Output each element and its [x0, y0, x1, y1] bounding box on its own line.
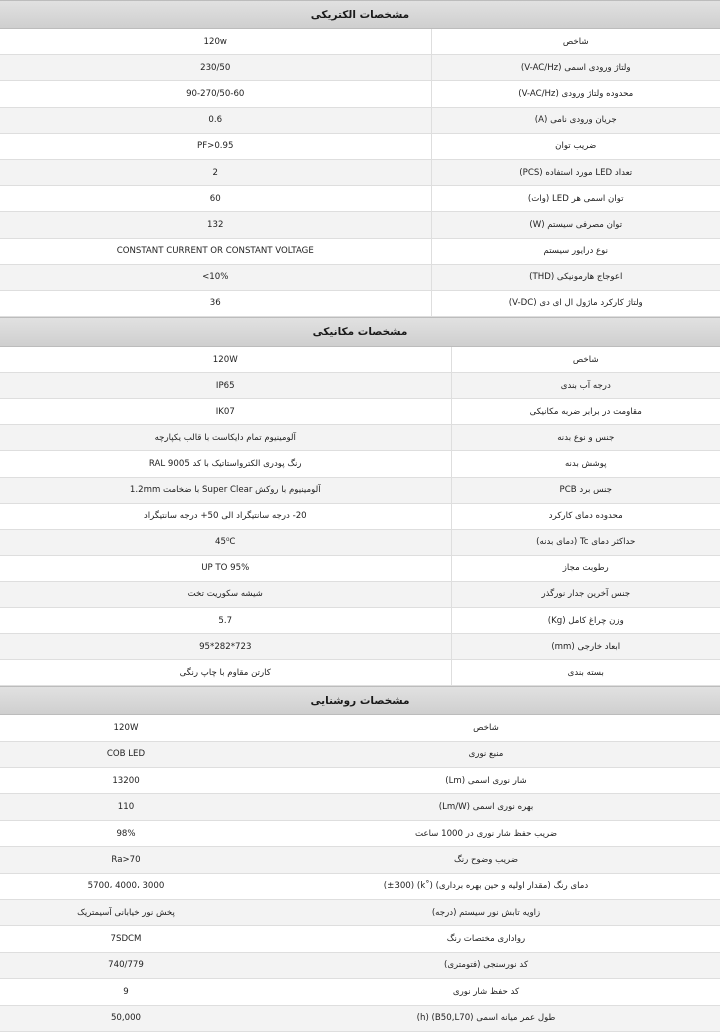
- spec-label: منبع نوری: [252, 741, 720, 767]
- spec-label: درجه آب بندی: [451, 373, 720, 399]
- spec-value: PF>0.95: [0, 133, 431, 159]
- spec-value: IP65: [0, 373, 451, 399]
- spec-row: [0, 979, 720, 1005]
- spec-row: [0, 107, 720, 133]
- spec-row: [0, 29, 720, 55]
- spec-value: 13200: [0, 768, 252, 794]
- spec-label: توان مصرفی سیستم (W): [431, 212, 720, 238]
- spec-row: [0, 133, 720, 159]
- spec-row: [0, 425, 720, 451]
- spec-value: Ra>70: [0, 847, 252, 873]
- spec-label: ضریب وضوح رنگ: [252, 847, 720, 873]
- spec-label: مقاومت در برابر ضربه مکانیکی: [451, 399, 720, 425]
- spec-value: 50,000: [0, 1005, 252, 1031]
- spec-value: 740/779: [0, 952, 252, 978]
- spec-value: 110: [0, 794, 252, 820]
- spec-label: توان اسمی هر LED (وات): [431, 186, 720, 212]
- spec-row: [0, 952, 720, 978]
- spec-label: رطوبت مجاز: [451, 555, 720, 581]
- spec-row: [0, 847, 720, 873]
- spec-label: جنس و نوع بدنه: [451, 425, 720, 451]
- spec-label: اعوجاج هارمونیکی (THD): [431, 264, 720, 290]
- spec-label: شاخص: [451, 347, 720, 373]
- spec-label: محدوده دمای کارکرد: [451, 503, 720, 529]
- spec-row: [0, 81, 720, 107]
- spec-row: [0, 581, 720, 607]
- mechanical-specs-table: [0, 347, 720, 686]
- spec-row: [0, 55, 720, 81]
- spec-row: [0, 768, 720, 794]
- electrical-specs-section: [0, 0, 720, 317]
- spec-label: شاخص: [252, 715, 720, 741]
- spec-label: حداکثر دمای Tc (دمای بدنه): [451, 529, 720, 555]
- spec-value: 7SDCM: [0, 926, 252, 952]
- spec-row: [0, 634, 720, 660]
- spec-label: بسته بندی: [451, 660, 720, 686]
- spec-value: 45⁰C: [0, 529, 451, 555]
- spec-row: [0, 873, 720, 899]
- spec-value: UP TO 95%: [0, 555, 451, 581]
- spec-row: [0, 715, 720, 741]
- spec-value: 120W: [0, 347, 451, 373]
- spec-value: 90-270/50-60: [0, 81, 431, 107]
- spec-label: جنس آخرین جدار نورگذر: [451, 581, 720, 607]
- spec-value: 10%>: [0, 264, 431, 290]
- optical-specs-section: [0, 686, 720, 1032]
- spec-label: رواداری مختصات رنگ: [252, 926, 720, 952]
- spec-value: کارتن مقاوم با چاپ رنگی: [0, 660, 451, 686]
- spec-value: COB LED: [0, 741, 252, 767]
- spec-value: 0.6: [0, 107, 431, 133]
- spec-value: 98%: [0, 820, 252, 846]
- spec-label: پوشش بدنه: [451, 451, 720, 477]
- spec-label: کد نورسنجی (فتومتری): [252, 952, 720, 978]
- spec-value: پخش نور خیابانی آسیمتریک: [0, 900, 252, 926]
- spec-value: 60: [0, 186, 431, 212]
- spec-label: کد حفظ شار نوری: [252, 979, 720, 1005]
- section-title: مشخصات روشنایی: [0, 686, 720, 715]
- spec-row: [0, 794, 720, 820]
- spec-value: 9: [0, 979, 252, 1005]
- spec-value: 2: [0, 159, 431, 185]
- spec-value: شیشه سکوریت تخت: [0, 581, 451, 607]
- spec-row: [0, 900, 720, 926]
- electrical-specs-table: [0, 29, 720, 317]
- spec-row: [0, 347, 720, 373]
- spec-row: [0, 1005, 720, 1031]
- spec-label: جنس برد PCB: [451, 477, 720, 503]
- spec-value: 36: [0, 290, 431, 316]
- spec-value: 230/50: [0, 55, 431, 81]
- spec-label: ابعاد خارجی (mm): [451, 634, 720, 660]
- spec-value: 3000 ،4000 ،5700: [0, 873, 252, 899]
- spec-label: دمای رنگ (مقدار اولیه و حین بهره برداری) (˚k) (±300): [252, 873, 720, 899]
- spec-value: 120w: [0, 29, 431, 55]
- spec-row: [0, 399, 720, 425]
- spec-label: شاخص: [431, 29, 720, 55]
- spec-value: CONSTANT CURRENT OR CONSTANT VOLTAGE: [0, 238, 431, 264]
- section-title: مشخصات الکتریکی: [0, 0, 720, 29]
- spec-row: [0, 926, 720, 952]
- spec-label: جریان ورودی نامی (A): [431, 107, 720, 133]
- spec-row: [0, 555, 720, 581]
- spec-row: [0, 477, 720, 503]
- spec-row: [0, 451, 720, 477]
- spec-row: [0, 238, 720, 264]
- spec-value: IK07: [0, 399, 451, 425]
- spec-row: [0, 529, 720, 555]
- spec-row: [0, 820, 720, 846]
- spec-label: وزن چراغ کامل (Kg): [451, 608, 720, 634]
- spec-row: [0, 290, 720, 316]
- optical-specs-table: [0, 715, 720, 1032]
- spec-label: زاویه تابش نور سیستم (درجه): [252, 900, 720, 926]
- spec-row: [0, 186, 720, 212]
- spec-value: آلومینیوم با روکش Super Clear با ضخامت 1.2mm: [0, 477, 451, 503]
- section-title: مشخصات مکانیکی: [0, 317, 720, 347]
- spec-value: 132: [0, 212, 431, 238]
- spec-label: نوع درایور سیستم: [431, 238, 720, 264]
- spec-row: [0, 660, 720, 686]
- spec-row: [0, 159, 720, 185]
- spec-label: شار نوری اسمی (Lm): [252, 768, 720, 794]
- spec-row: [0, 503, 720, 529]
- spec-label: ضریب حفظ شار نوری در 1000 ساعت: [252, 820, 720, 846]
- spec-label: ضریب توان: [431, 133, 720, 159]
- spec-row: [0, 608, 720, 634]
- spec-row: [0, 264, 720, 290]
- spec-label: ولتاژ کارکرد ماژول ال ای دی (V-DC): [431, 290, 720, 316]
- spec-value: 120W: [0, 715, 252, 741]
- spec-value: 5.7: [0, 608, 451, 634]
- mechanical-specs-section: [0, 317, 720, 686]
- spec-label: محدوده ولتاژ ورودی (V-AC/Hz): [431, 81, 720, 107]
- spec-row: [0, 212, 720, 238]
- spec-value: آلومینیوم تمام دایکاست با قالب یکپارچه: [0, 425, 451, 451]
- spec-label: ولتاژ ورودی اسمی (V-AC/Hz): [431, 55, 720, 81]
- spec-value: 723*282*95: [0, 634, 451, 660]
- spec-value: 20- درجه سانتیگراد الی 50+ درجه سانتیگراد: [0, 503, 451, 529]
- spec-row: [0, 373, 720, 399]
- spec-label: تعداد LED مورد استفاده (PCS): [431, 159, 720, 185]
- spec-label: طول عمر میانه اسمی (B50,L70) (h): [252, 1005, 720, 1031]
- spec-row: [0, 741, 720, 767]
- spec-value: رنگ پودری الکترواستاتیک با کد RAL 9005: [0, 451, 451, 477]
- spec-label: بهره نوری اسمی (Lm/W): [252, 794, 720, 820]
